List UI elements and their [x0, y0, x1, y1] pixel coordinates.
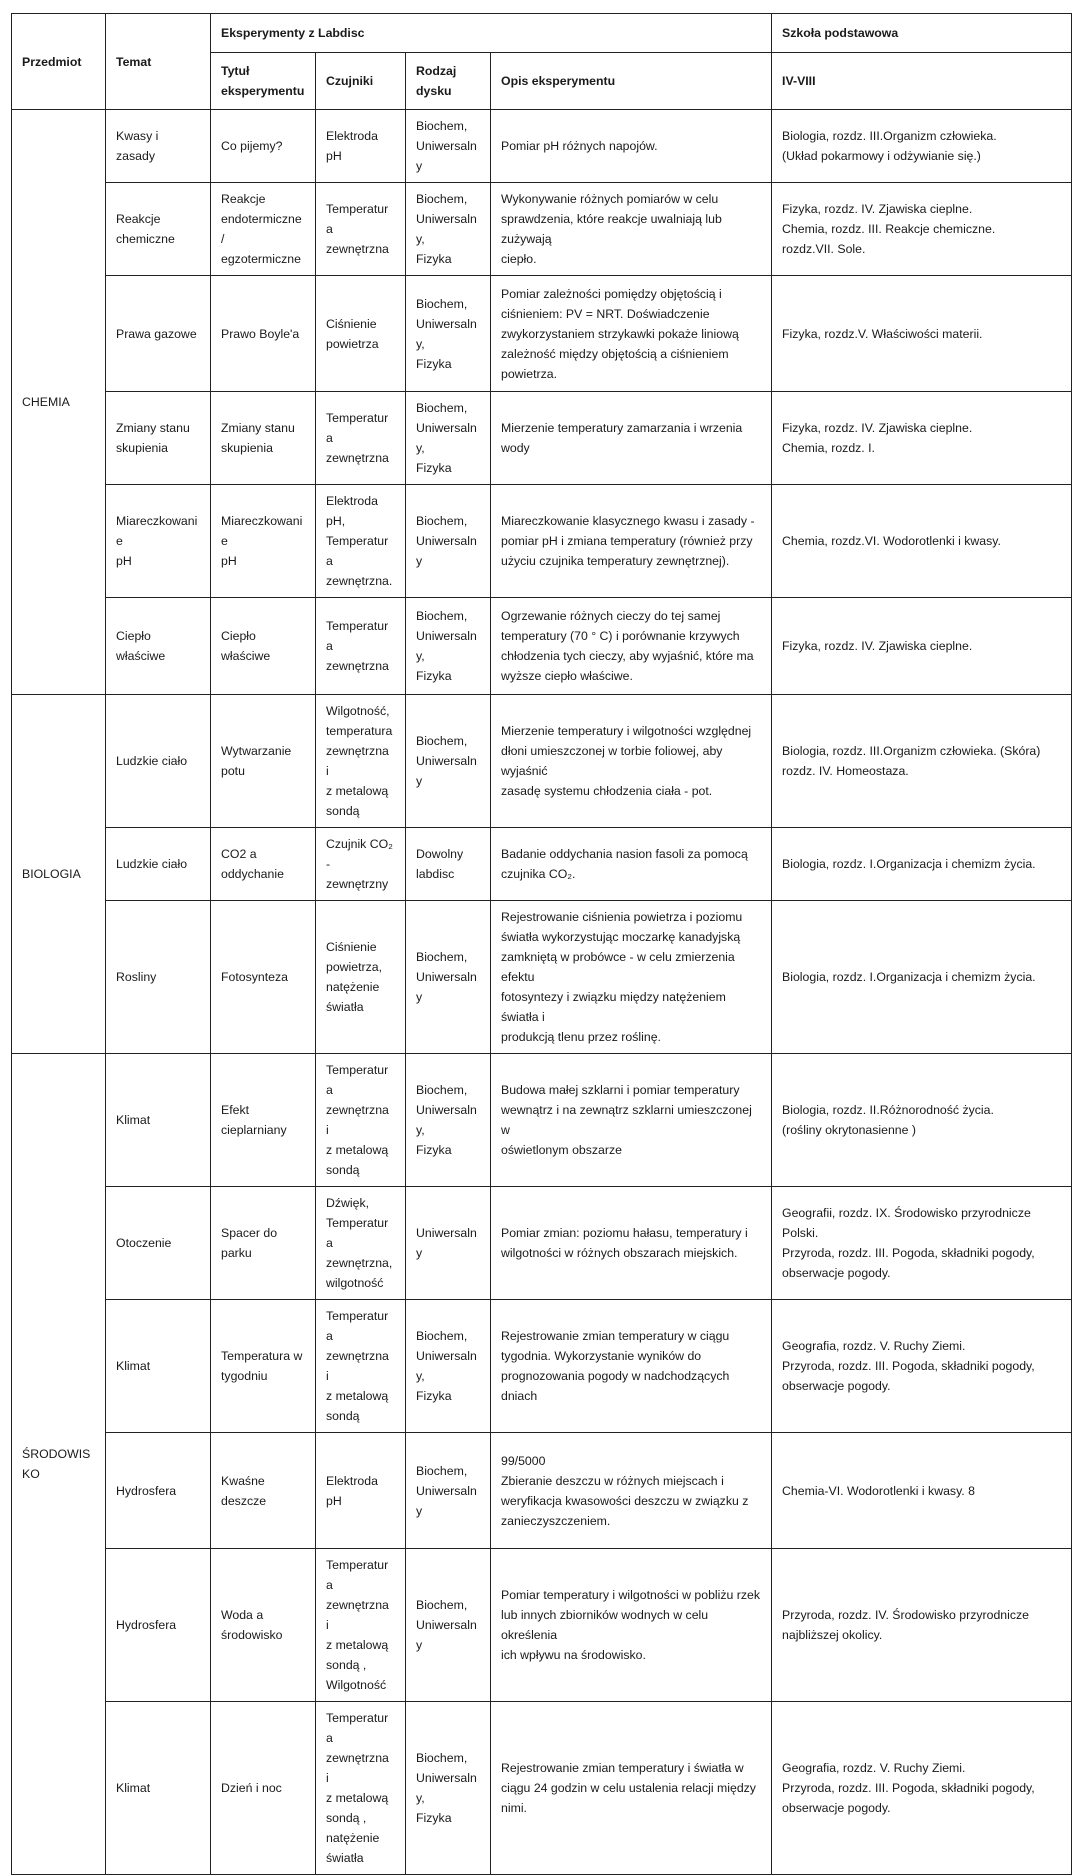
- sensors-cell: Temperatura zewnętrzna: [316, 392, 406, 485]
- topic-cell: Ciepło właściwe: [106, 598, 211, 695]
- disk-type-cell: Dowolny labdisc: [406, 828, 491, 901]
- table-row: [12, 1187, 1072, 1300]
- disk-type-cell: Biochem, Uniwersalny: [406, 110, 491, 183]
- sensors-cell: Ciśnienie powietrza, natężenie światła: [316, 901, 406, 1054]
- table-row: [12, 828, 1072, 901]
- table-row: [12, 598, 1072, 695]
- description-cell: Miareczkowanie klasycznego kwasu i zasady - pomiar pH i zmiana temperatury (również przy użyciu czujnika temperatury zewnętrznej).: [491, 485, 772, 598]
- experiment-title-cell: Wytwarzanie potu: [211, 695, 316, 828]
- sensors-cell: Czujnik CO₂ - zewnętrzny: [316, 828, 406, 901]
- curriculum-cell: Geografia, rozdz. V. Ruchy Ziemi. Przyroda, rozdz. III. Pogoda, składniki pogody, obserwacje pogody.: [772, 1300, 1072, 1433]
- table-row: [12, 1300, 1072, 1433]
- description-cell: Pomiar zmian: poziomu hałasu, temperatury i wilgotności w różnych obszarach miejskich.: [491, 1187, 772, 1300]
- table-row: [12, 1702, 1072, 1875]
- table-row: [12, 110, 1072, 183]
- sensors-cell: Elektroda pH: [316, 110, 406, 183]
- sensors-cell: Temperatura zewnętrzna: [316, 183, 406, 276]
- table-row: [12, 1433, 1072, 1549]
- table-row: [12, 485, 1072, 598]
- header-topic: Temat: [106, 14, 211, 110]
- experiments-table: [11, 13, 1072, 1875]
- curriculum-cell: Biologia, rozdz. III.Organizm człowieka. (Układ pokarmowy i odżywianie się.): [772, 110, 1072, 183]
- description-cell: Rejestrowanie zmian temperatury i światła w ciągu 24 godzin w celu ustalenia relacji między nimi.: [491, 1702, 772, 1875]
- disk-type-cell: Biochem, Uniwersalny, Fizyka: [406, 1300, 491, 1433]
- sensors-cell: Dźwięk, Temperatura zewnętrzna, wilgotność: [316, 1187, 406, 1300]
- description-cell: Pomiar pH różnych napojów.: [491, 110, 772, 183]
- experiment-title-cell: CO2 a oddychanie: [211, 828, 316, 901]
- header-subject: Przedmiot: [12, 14, 106, 110]
- description-cell: 99/5000 Zbieranie deszczu w różnych miejscach i weryfikacja kwasowości deszczu w związku z zanieczyszczeniem.: [491, 1433, 772, 1549]
- description-cell: Mierzenie temperatury i wilgotności względnej dłoni umieszczonej w torbie foliowej, aby wyjaśnić zasadę systemu chłodzenia ciała - pot.: [491, 695, 772, 828]
- table-row: [12, 392, 1072, 485]
- topic-cell: Hydrosfera: [106, 1549, 211, 1702]
- header-disk-type: Rodzaj dysku: [406, 53, 491, 110]
- topic-cell: Reakcje chemiczne: [106, 183, 211, 276]
- disk-type-cell: Biochem, Uniwersalny: [406, 695, 491, 828]
- experiment-title-cell: Temperatura w tygodniu: [211, 1300, 316, 1433]
- experiment-title-cell: Kwaśne deszcze: [211, 1433, 316, 1549]
- description-cell: Budowa małej szklarni i pomiar temperatury wewnątrz i na zewnątrz szklarni umieszczonej w oświetlonym obszarze: [491, 1054, 772, 1187]
- topic-cell: Miareczkowanie pH: [106, 485, 211, 598]
- description-cell: Badanie oddychania nasion fasoli za pomocą czujnika CO₂.: [491, 828, 772, 901]
- experiment-title-cell: Co pijemy?: [211, 110, 316, 183]
- experiment-title-cell: Fotosynteza: [211, 901, 316, 1054]
- description-cell: Pomiar zależności pomiędzy objętością i ciśnieniem: PV = NRT. Doświadczenie zwykorzystaniem strzykawki pokaże liniową zależność między objętością a ciśnieniem powietrza.: [491, 276, 772, 392]
- table-row: [12, 1549, 1072, 1702]
- description-cell: Mierzenie temperatury zamarzania i wrzenia wody: [491, 392, 772, 485]
- sensors-cell: Ciśnienie powietrza: [316, 276, 406, 392]
- curriculum-cell: Biologia, rozdz. II.Różnorodność życia. (rośliny okrytonasienne ): [772, 1054, 1072, 1187]
- topic-cell: Klimat: [106, 1702, 211, 1875]
- sensors-cell: Temperatura zewnętrzna i z metalową sondą , natężenie światła: [316, 1702, 406, 1875]
- experiment-title-cell: Efekt cieplarniany: [211, 1054, 316, 1187]
- sensors-cell: Elektroda pH, Temperatura zewnętrzna.: [316, 485, 406, 598]
- curriculum-cell: Biologia, rozdz. I.Organizacja i chemizm życia.: [772, 828, 1072, 901]
- curriculum-cell: Chemia-VI. Wodorotlenki i kwasy. 8: [772, 1433, 1072, 1549]
- table-row: [12, 901, 1072, 1054]
- subject-cell: BIOLOGIA: [12, 695, 106, 1054]
- disk-type-cell: Biochem, Uniwersalny: [406, 1549, 491, 1702]
- description-cell: Rejestrowanie zmian temperatury w ciągu tygodnia. Wykorzystanie wyników do prognozowania pogody w nadchodzących dniach: [491, 1300, 772, 1433]
- experiment-title-cell: Spacer do parku: [211, 1187, 316, 1300]
- description-cell: Wykonywanie różnych pomiarów w celu sprawdzenia, które reakcje uwalniają lub zużywają ciepło.: [491, 183, 772, 276]
- curriculum-cell: Przyroda, rozdz. IV. Środowisko przyrodnicze najbliższej okolicy.: [772, 1549, 1072, 1702]
- subject-cell: CHEMIA: [12, 110, 106, 695]
- description-cell: Pomiar temperatury i wilgotności w pobliżu rzek lub innych zbiorników wodnych w celu określenia ich wpływu na środowisko.: [491, 1549, 772, 1702]
- topic-cell: Ludzkie ciało: [106, 828, 211, 901]
- topic-cell: Klimat: [106, 1300, 211, 1433]
- topic-cell: Otoczenie: [106, 1187, 211, 1300]
- topic-cell: Prawa gazowe: [106, 276, 211, 392]
- table-row: [12, 1054, 1072, 1187]
- topic-cell: Kwasy i zasady: [106, 110, 211, 183]
- disk-type-cell: Biochem, Uniwersalny, Fizyka: [406, 392, 491, 485]
- table-body: [12, 110, 1072, 1875]
- sensors-cell: Temperatura zewnętrzna i z metalową sondą: [316, 1054, 406, 1187]
- topic-cell: Klimat: [106, 1054, 211, 1187]
- disk-type-cell: Biochem, Uniwersalny: [406, 901, 491, 1054]
- header-experiments-group: Eksperymenty z Labdisc: [211, 14, 772, 53]
- topic-cell: Hydrosfera: [106, 1433, 211, 1549]
- table-row: [12, 276, 1072, 392]
- header-title: Tytuł eksperymentu: [211, 53, 316, 110]
- curriculum-cell: Fizyka, rozdz.V. Właściwości materii.: [772, 276, 1072, 392]
- description-cell: Rejestrowanie ciśnienia powietrza i poziomu światła wykorzystując moczarkę kanadyjską zamkniętą w probówce - w celu zmierzenia efektu fotosyntezy i związku między natężeniem światła i produkcją tlenu przez roślinę.: [491, 901, 772, 1054]
- disk-type-cell: Biochem, Uniwersalny: [406, 1433, 491, 1549]
- topic-cell: Rosliny: [106, 901, 211, 1054]
- sensors-cell: Temperatura zewnętrzna i z metalową sondą: [316, 1300, 406, 1433]
- subject-cell: ŚRODOWISKO: [12, 1054, 106, 1875]
- experiment-title-cell: Zmiany stanu skupienia: [211, 392, 316, 485]
- curriculum-cell: Geografii, rozdz. IX. Środowisko przyrodnicze Polski. Przyroda, rozdz. III. Pogoda, składniki pogody, obserwacje pogody.: [772, 1187, 1072, 1300]
- topic-cell: Zmiany stanu skupienia: [106, 392, 211, 485]
- disk-type-cell: Biochem, Uniwersalny: [406, 485, 491, 598]
- experiment-title-cell: Dzień i noc: [211, 1702, 316, 1875]
- curriculum-cell: Biologia, rozdz. III.Organizm człowieka. (Skóra) rozdz. IV. Homeostaza.: [772, 695, 1072, 828]
- sensors-cell: Wilgotność, temperatura zewnętrzna i z metalową sondą: [316, 695, 406, 828]
- experiment-title-cell: Prawo Boyle'a: [211, 276, 316, 392]
- disk-type-cell: Uniwersalny: [406, 1187, 491, 1300]
- disk-type-cell: Biochem, Uniwersalny, Fizyka: [406, 598, 491, 695]
- experiment-title-cell: Woda a środowisko: [211, 1549, 316, 1702]
- header-description: Opis eksperymentu: [491, 53, 772, 110]
- curriculum-cell: Fizyka, rozdz. IV. Zjawiska cieplne.: [772, 598, 1072, 695]
- header-school-group: Szkoła podstawowa: [772, 14, 1072, 53]
- description-cell: Ogrzewanie różnych cieczy do tej samej temperatury (70 ° C) i porównanie krzywych chłodzenia tych cieczy, aby wyjaśnić, które ma wyższe ciepło właściwe.: [491, 598, 772, 695]
- disk-type-cell: Biochem, Uniwersalny, Fizyka: [406, 1702, 491, 1875]
- header-sensors: Czujniki: [316, 53, 406, 110]
- table-row: [12, 695, 1072, 828]
- curriculum-cell: Geografia, rozdz. V. Ruchy Ziemi. Przyroda, rozdz. III. Pogoda, składniki pogody, obserwacje pogody.: [772, 1702, 1072, 1875]
- header-grades: IV-VIII: [772, 53, 1072, 110]
- topic-cell: Ludzkie ciało: [106, 695, 211, 828]
- curriculum-cell: Biologia, rozdz. I.Organizacja i chemizm życia.: [772, 901, 1072, 1054]
- curriculum-cell: Chemia, rozdz.VI. Wodorotlenki i kwasy.: [772, 485, 1072, 598]
- curriculum-cell: Fizyka, rozdz. IV. Zjawiska cieplne. Chemia, rozdz. III. Reakcje chemiczne. rozdz.VII. Sole.: [772, 183, 1072, 276]
- experiment-title-cell: Miareczkowanie pH: [211, 485, 316, 598]
- sensors-cell: Temperatura zewnętrzna: [316, 598, 406, 695]
- disk-type-cell: Biochem, Uniwersalny, Fizyka: [406, 1054, 491, 1187]
- table-header: [12, 14, 1072, 110]
- experiment-title-cell: Ciepło właściwe: [211, 598, 316, 695]
- sensors-cell: Elektroda pH: [316, 1433, 406, 1549]
- experiment-title-cell: Reakcje endotermiczne / egzotermiczne: [211, 183, 316, 276]
- disk-type-cell: Biochem, Uniwersalny, Fizyka: [406, 183, 491, 276]
- curriculum-cell: Fizyka, rozdz. IV. Zjawiska cieplne. Chemia, rozdz. I.: [772, 392, 1072, 485]
- disk-type-cell: Biochem, Uniwersalny, Fizyka: [406, 276, 491, 392]
- table-row: [12, 183, 1072, 276]
- sensors-cell: Temperatura zewnętrzna i z metalową sondą , Wilgotność: [316, 1549, 406, 1702]
